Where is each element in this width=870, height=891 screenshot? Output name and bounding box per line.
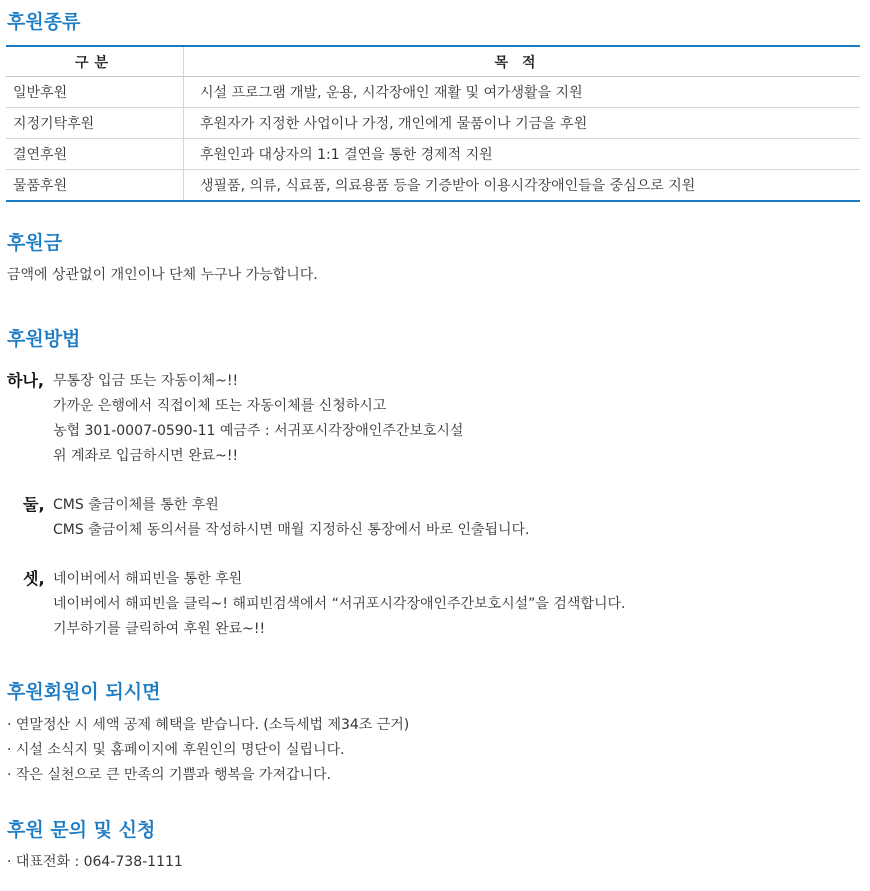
row-purpose: 후원자가 지정한 사업이나 가정, 개인에게 물품이나 기금을 후원 — [184, 108, 861, 139]
method-one-label: 하나, — [7, 371, 44, 390]
table-row — [6, 139, 860, 170]
method-two-label: 둘, — [23, 495, 45, 514]
money-text: 금액에 상관없이 개인이나 단체 누구나 가능합니다. — [7, 267, 318, 283]
row-type: 지정기탁후원 — [6, 108, 184, 139]
method-three-title: 네이버에서 해피빈을 통한 후원 — [53, 571, 243, 587]
table-row — [6, 77, 860, 108]
inquiry-heading: 후원 문의 및 신청 — [7, 819, 156, 841]
method-three-line: 기부하기를 클릭하여 후원 완료~!! — [53, 621, 266, 637]
table-row — [6, 170, 860, 202]
method-two-title: CMS 출금이체를 통한 후원 — [53, 497, 219, 513]
list-item: · 작은 실천으로 큰 만족의 기쁨과 행복을 가져갑니다. — [7, 767, 332, 783]
kinds-heading: 후원종류 — [7, 11, 81, 33]
header-type: 구분 — [6, 46, 184, 77]
kinds-table — [6, 45, 860, 202]
method-one-account: 농협 301-0007-0590-11 예금주 : 서귀포시각장애인주간보호시설 — [53, 423, 464, 439]
row-purpose: 생필품, 의류, 식료품, 의료용품 등을 기증받아 이용시각장애인들을 중심으로 지원 — [184, 170, 861, 202]
method-three-label: 셋, — [23, 569, 45, 588]
method-three-line: 네이버에서 해피빈을 클릭~! 해피빈검색에서 “서귀포시각장애인주간보호시설”을 검색합니다. — [53, 596, 626, 612]
row-purpose: 시설 프로그램 개발, 운용, 시각장애인 재활 및 여가생활을 지원 — [184, 77, 861, 108]
table-header-row — [6, 46, 860, 77]
list-item: · 연말정산 시 세액 공제 혜택을 받습니다. (소득세법 제34조 근거) — [7, 717, 410, 733]
method-one-line: 가까운 은행에서 직접이체 또는 자동이체를 신청하시고 — [53, 398, 387, 414]
phone-text: · 대표전화 : 064-738-1111 — [7, 854, 183, 870]
row-type: 일반후원 — [6, 77, 184, 108]
header-purpose: 목적 — [184, 46, 861, 77]
member-heading: 후원회원이 되시면 — [7, 681, 161, 703]
method-heading: 후원방법 — [7, 328, 81, 350]
list-item: · 시설 소식지 및 홈페이지에 후원인의 명단이 실립니다. — [7, 742, 345, 758]
method-two-line: CMS 출금이체 동의서를 작성하시면 매월 지정하신 통장에서 바로 인출됩니다. — [53, 522, 530, 538]
row-purpose: 후원인과 대상자의 1:1 결연을 통한 경제적 지원 — [184, 139, 861, 170]
method-one-title: 무통장 입금 또는 자동이체~!! — [53, 373, 239, 389]
method-one-line: 위 계좌로 입금하시면 완료~!! — [53, 448, 239, 464]
row-type: 물품후원 — [6, 170, 184, 202]
table-row — [6, 108, 860, 139]
row-type: 결연후원 — [6, 139, 184, 170]
money-heading: 후원금 — [7, 232, 63, 254]
